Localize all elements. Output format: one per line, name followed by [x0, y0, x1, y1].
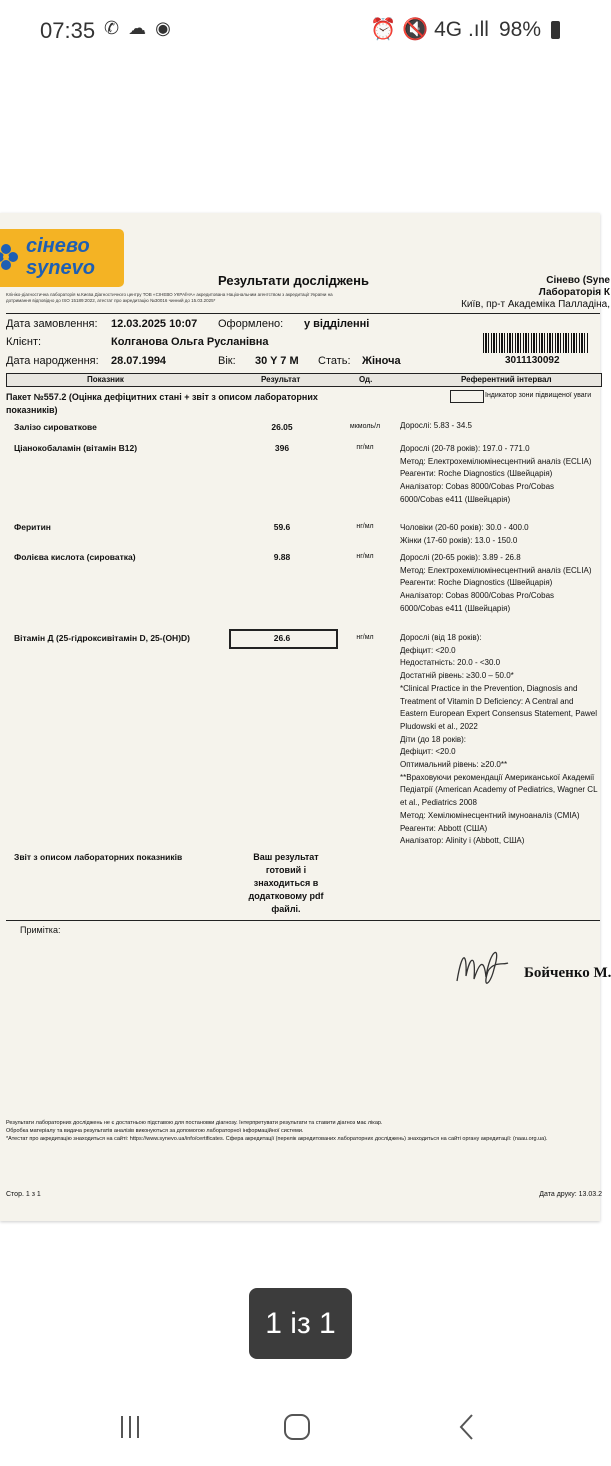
- system-icons: [370, 18, 560, 42]
- package-title: Пакет №557.2 (Оцінка дефіцитних стані + звіт з описом лабораторних показників): [6, 392, 318, 415]
- header-unit: Од.: [359, 375, 373, 384]
- result-value: 396: [274, 443, 290, 453]
- lab-branch: Лабораторія К: [538, 287, 610, 298]
- result-value: 26.05: [271, 422, 293, 432]
- notification-icons: ✆ ☁ ◉: [104, 18, 173, 38]
- table-header: [6, 373, 602, 387]
- synevo-logo: [0, 229, 124, 287]
- report-name: Звіт з описом лабораторних показників: [14, 852, 183, 862]
- result-value: 26.6: [273, 633, 291, 643]
- signature-icon: [452, 941, 512, 991]
- result-name: Феритин: [14, 522, 51, 532]
- header-ref: Референтний інтервал: [461, 375, 552, 384]
- result-unit: пг/мл: [356, 444, 374, 451]
- print-date: Дата друку: 13.03.2: [539, 1191, 602, 1198]
- status-bar: [0, 0, 600, 64]
- registered-label: Оформлено:: [218, 318, 284, 330]
- header-indicator: Показник: [87, 375, 124, 384]
- client-name: Колганова Ольга Русланівна: [111, 336, 269, 348]
- lab-address: Київ, пр-т Академіка Палладіна,: [461, 299, 610, 310]
- order-date-label: Дата замовлення:: [6, 318, 98, 330]
- home-button[interactable]: [277, 1411, 317, 1443]
- back-button[interactable]: [447, 1411, 487, 1443]
- report-value: Ваш результат готовий і знаходиться в додатковому pdf файлі.: [248, 852, 324, 914]
- client-label: Клієнт:: [6, 336, 42, 348]
- logo-text: [26, 235, 95, 279]
- lab-info: [461, 275, 610, 311]
- result-unit: мкмоль/л: [349, 423, 381, 430]
- flower-icon: [0, 237, 18, 277]
- page-indicator: 1 із 1: [249, 1288, 352, 1359]
- logo-line2: synevo: [26, 257, 95, 279]
- navigation-bar: [0, 1395, 600, 1459]
- registered-value: у відділенні: [304, 318, 370, 330]
- reference-interval: Дорослі: 5.83 - 34.5: [400, 421, 472, 430]
- logo-line1: сінево: [26, 235, 90, 257]
- clock: 07:35: [40, 18, 96, 43]
- reference-interval: Дорослі (від 18 років): Дефіцит: <20.0 Недостатність: 20.0 - <30.0 Достатній рівень: ≥30.0 – 50.0* *Clinical Practice in the Prevention, Diagnosis and Treatment of Vitamin D Deficiency: A Central and Eastern European Expert Consensus Statement, Pawel Pludowski et al., 2022 Діти (до 18 років): Дефіцит: <20.0 Оптимальний рівень: ≥20.0** **Враховуючи рекомендації Американської Академії Педіатрії (American Academy of Pediatrics, Wagner CL et al., Pediatrics 2008 Метод: Хемілюмінесцентний імуноаналіз (CMIA) Реагенти: Abbott (США) Аналізатор: Alinity i (Abbott, США): [400, 633, 598, 846]
- age-label: Вік:: [218, 355, 236, 367]
- barcode: [483, 333, 588, 353]
- recent-apps-button[interactable]: [110, 1411, 150, 1443]
- signal-icons: ⏰ 🔇 4G .ıll: [370, 18, 489, 41]
- result-value: 9.88: [273, 552, 291, 562]
- result-unit: нг/мл: [356, 634, 374, 641]
- result-name: Вітамін Д (25-гідроксивітамін D, 25-(OH)D): [14, 633, 190, 643]
- divider: [6, 920, 600, 921]
- indicator-legend: Індикатор зони підвищеної уваги: [485, 392, 592, 399]
- back-icon: [457, 1413, 477, 1441]
- reference-interval: Дорослі (20-65 років): 3.89 - 26.8 Метод: Електрохемілюмінесцентний аналіз (ECLIA) Реагенти: Roche Diagnostics (Швейцарія) Аналізатор: Cobas 8000/Cobas Pro/Cobas 6000/Cobas e411 (Швейцарія): [400, 553, 592, 613]
- accreditation-text: Клініко-діагностична лабораторія м.Києва Діагностичного центру ТОВ «СІНЕВО УКРАЇНА» акредитована Національним агентством з акредитації України на дотримання відповідно до ISO 15189:2022, атестат про акредитацію №30016 чинний до 15.03.2025*: [6, 292, 333, 303]
- home-icon: [283, 1413, 311, 1441]
- dob-value: 28.07.1994: [111, 355, 167, 367]
- sex-label: Стать:: [318, 355, 351, 367]
- lab-name: Сінево (Syne: [546, 275, 610, 286]
- order-date-value: 12.03.2025 10:07: [111, 318, 198, 330]
- reference-interval: Дорослі (20-78 років): 197.0 - 771.0 Метод: Електрохемілюмінесцентний аналіз (ECLIA) Реагенти: Roche Diagnostics (Швейцарія) Аналізатор: Cobas 8000/Cobas Pro/Cobas 6000/Cobas e411 (Швейцарія): [400, 444, 592, 504]
- disclaimer: Результати лабораторних досліджень не є достатньою підставою для постановки діагнозу. Інтерпретувати результати та ставити діагноз має лікар. Обробка матеріалу та видача результатів аналізів виконуються за допомогою лабораторної інформаційної системи. *Атестат про акредитацію знаходиться на сайті: https://www.synevo.ua/info/certificates. Сфера акредитації (перелік акредитованих лабораторних досліджень) знаходиться на сайті органу акредитації: (naau.org.ua).: [6, 1120, 548, 1142]
- document-title: Результати досліджень: [218, 273, 369, 288]
- result-value: 59.6: [273, 522, 291, 532]
- battery-icon: [551, 21, 560, 39]
- result-name: Залізо сироваткове: [14, 422, 97, 432]
- document-page[interactable]: [0, 213, 611, 1221]
- recent-apps-icon: [119, 1414, 141, 1440]
- page-number: Стор. 1 з 1: [6, 1191, 41, 1198]
- header-result: Результат: [261, 375, 301, 384]
- battery-percent: 98%: [498, 18, 541, 41]
- note-label: Примітка:: [20, 925, 61, 935]
- sex-value: Жіноча: [362, 355, 401, 367]
- age-value: 30 Y 7 M: [255, 355, 299, 367]
- barcode-number: 3011130092: [505, 355, 560, 366]
- divider: [6, 313, 600, 314]
- result-name: Фолієва кислота (сироватка): [14, 552, 136, 562]
- result-name: Ціанокобаламін (вітамін В12): [14, 443, 138, 453]
- indicator-legend-box: [450, 390, 484, 403]
- dob-label: Дата народження:: [6, 355, 99, 367]
- reference-interval: Чоловіки (20-60 років): 30.0 - 400.0 Жінки (17-60 років): 13.0 - 150.0: [400, 523, 529, 545]
- doctor-name: Бойченко М.: [524, 965, 611, 981]
- result-unit: нг/мл: [356, 523, 374, 530]
- result-unit: нг/мл: [356, 553, 374, 560]
